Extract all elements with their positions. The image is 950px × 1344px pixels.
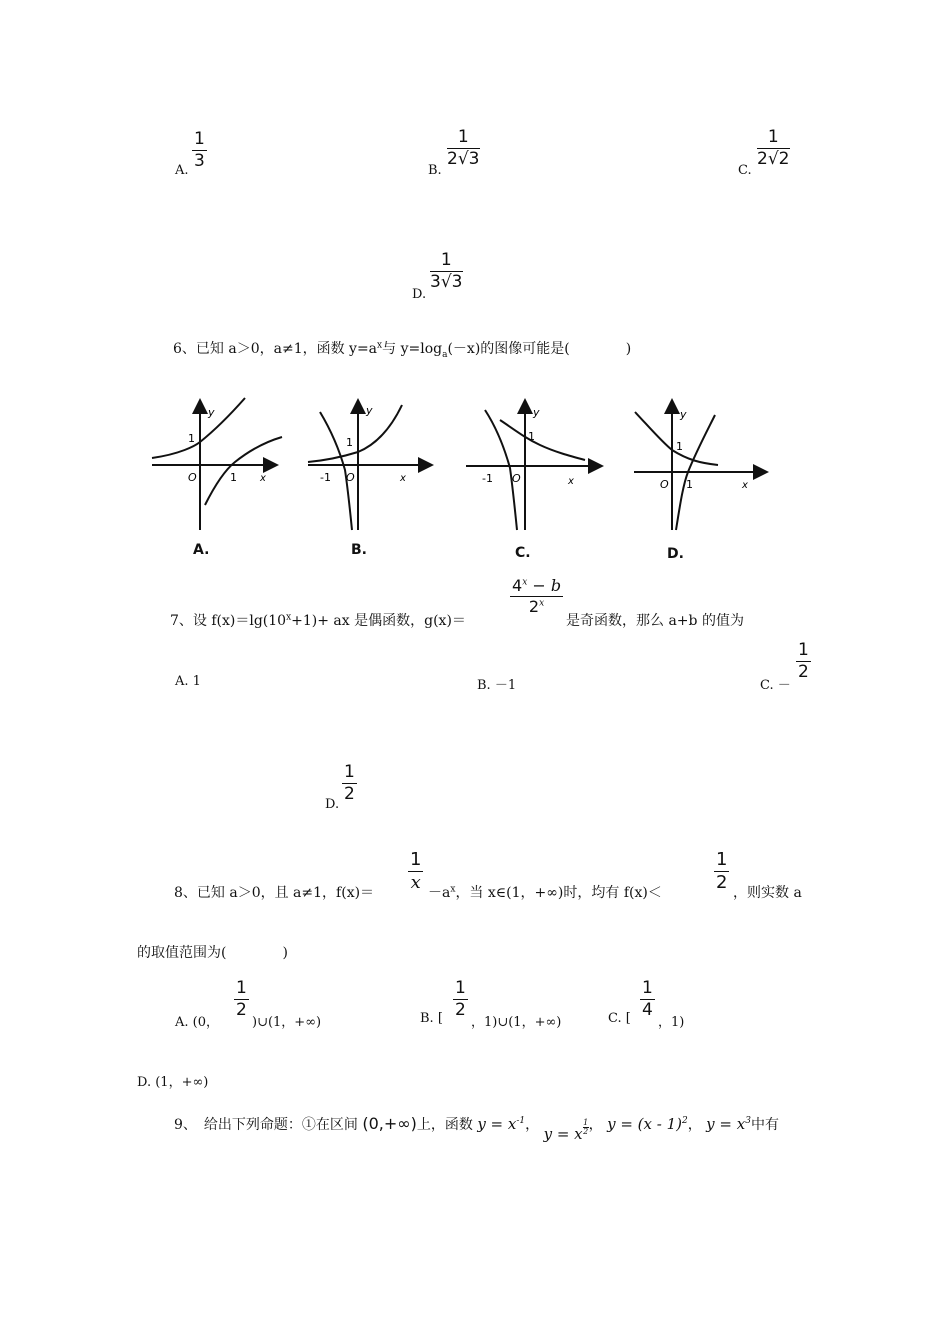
q6-graph-d-tick-x1: 1 [686,478,693,491]
q6-graph-c-tick-neg1: -1 [482,472,493,485]
q6-graph-d-label: D. [667,546,684,562]
q8-option-b-post: ，1)∪(1，+∞) [471,1015,562,1030]
q7-option-d-fraction: 1 2 [344,762,355,804]
q5-option-b-fraction [447,129,480,168]
q8-option-b-fraction: 1 2 [455,978,466,1020]
q6-graph-c-label: C. [515,545,531,561]
q8-option-c-fraction: 1 4 [642,978,653,1020]
q6-graph-b [308,402,430,530]
q7-option-c-label: C. － [760,678,791,693]
q5-a-numerator: 1 [194,129,205,149]
q6-graph-b-y-label: y [366,404,373,417]
q6-graph-d-x-label: x [742,480,748,491]
q6-graph-c-tick-1: 1 [528,430,535,443]
q5-b-denominator: 2√3 [447,149,480,169]
q9-func-1: $y = x^{-1}$ [477,1115,526,1133]
q7-g-numerator: $4^x - b$ [512,576,562,595]
q8-option-a-fraction: 1 2 [236,978,247,1020]
q6-graph-b-origin: O [346,471,355,484]
q7-stem-part2: 是奇函数，那么 a+b 的值为 [566,613,744,629]
q9-stem: 9、 给出下列命题：①在区间 (0,+∞)上，函数 $y = x^{-1}$， y = x $\frac{1}{2}$ ， y = (x - 1)$^2$， $y = x^3$中有 [174,1114,779,1143]
q6-stem: 6、已知 a＞0，a≠1，函数 $y=a^x$与 $y=\log_a(-x)$的图像可能是( ) [173,340,632,360]
q7-option-d-label: D. [325,797,340,812]
q5-a-denominator: 3 [194,151,205,171]
q8-option-c-pre: C. [ [608,1011,631,1026]
q8-stem-part3: ，则实数 a [733,885,802,901]
q5-d-denominator: 3√3 [430,272,463,292]
q5-d-numerator: 1 [440,250,452,270]
q6-graph-d-origin: O [660,478,669,491]
q8-stem-part1: 8、已知 a＞0，且 a≠1，f(x)＝ [174,885,375,901]
q8-f-fraction: 1 x [410,849,422,893]
q5-b-numerator: 1 [457,127,469,147]
q6-graph-a-tick-1: 1 [188,432,195,445]
q6-graph-b-tick-1: 1 [346,436,353,449]
q6-graph-a-origin: O [188,471,197,484]
q6-graph-a-x-label: x [260,473,266,484]
q6-graph-d-tick-1: 1 [676,440,683,453]
q5-c-numerator: 1 [767,127,779,147]
q8-stem-part2: $-a^x$，当 x∈(1，+∞)时，均有 f(x)＜ [428,884,662,901]
q9-func-3: y = (x - 1)$^2$ [607,1115,688,1133]
q8-option-c-post: ，1) [658,1015,685,1030]
q5-option-d-label: D. [412,287,427,302]
q8-option-a-pre: A. (0， [175,1015,219,1030]
q6-graph-options [140,390,780,570]
q5-option-c-label: C. [738,163,752,178]
q6-graph-b-x-label: x [400,473,406,484]
q6-graph-a-label: A. [193,542,210,558]
q6-graph-a [152,398,282,530]
q5-option-b-label: B. [428,163,442,178]
q5-option-d-fraction [430,252,463,291]
q7-option-a: A. 1 [175,674,201,689]
q6-graph-d-y-label: y [680,408,687,421]
q5-option-c-fraction [757,129,790,168]
q8-ineq-fraction: 1 2 [716,849,728,893]
q6-graph-c-origin: O [512,472,521,485]
q6-graph-a-y-label: y [208,406,215,419]
q8-option-b-pre: B. [ [420,1011,443,1026]
q6-graph-c-x-label: x [568,476,574,487]
q5-option-a-label: A. [175,163,189,178]
q9-func-2: y = x $\frac{1}{2}$ [543,1118,589,1143]
q6-graph-c-y-label: y [533,406,540,419]
q5-c-denominator: 2√2 [757,149,790,169]
q8-option-a-post: )∪(1，+∞) [252,1015,322,1030]
q6-graph-a-tick-x1: 1 [230,471,237,484]
q7-g-fraction [510,578,563,615]
q7-option-b: B. －1 [477,678,517,693]
q5-option-a-fraction [192,131,207,170]
q7-g-denominator: 2$^x$ [528,597,545,616]
q6-graph-d [634,402,765,530]
q9-func-4: $y = x^3$ [706,1115,751,1133]
q7-stem-part1: 7、设 $f(x)=\lg(10^x+1)+$ ax 是偶函数，g(x)＝ [170,612,466,629]
q6-graph-b-label: B. [351,542,367,558]
q9-interval: (0,+∞) [362,1114,417,1133]
q6-graph-c [466,402,600,530]
q6-graph-b-tick-neg1: -1 [320,471,331,484]
q8-stem-part4: 的取值范围为( ) [137,945,288,961]
q8-option-d: D. (1，+∞) [137,1075,209,1090]
q7-option-c-fraction: 1 2 [798,640,809,682]
